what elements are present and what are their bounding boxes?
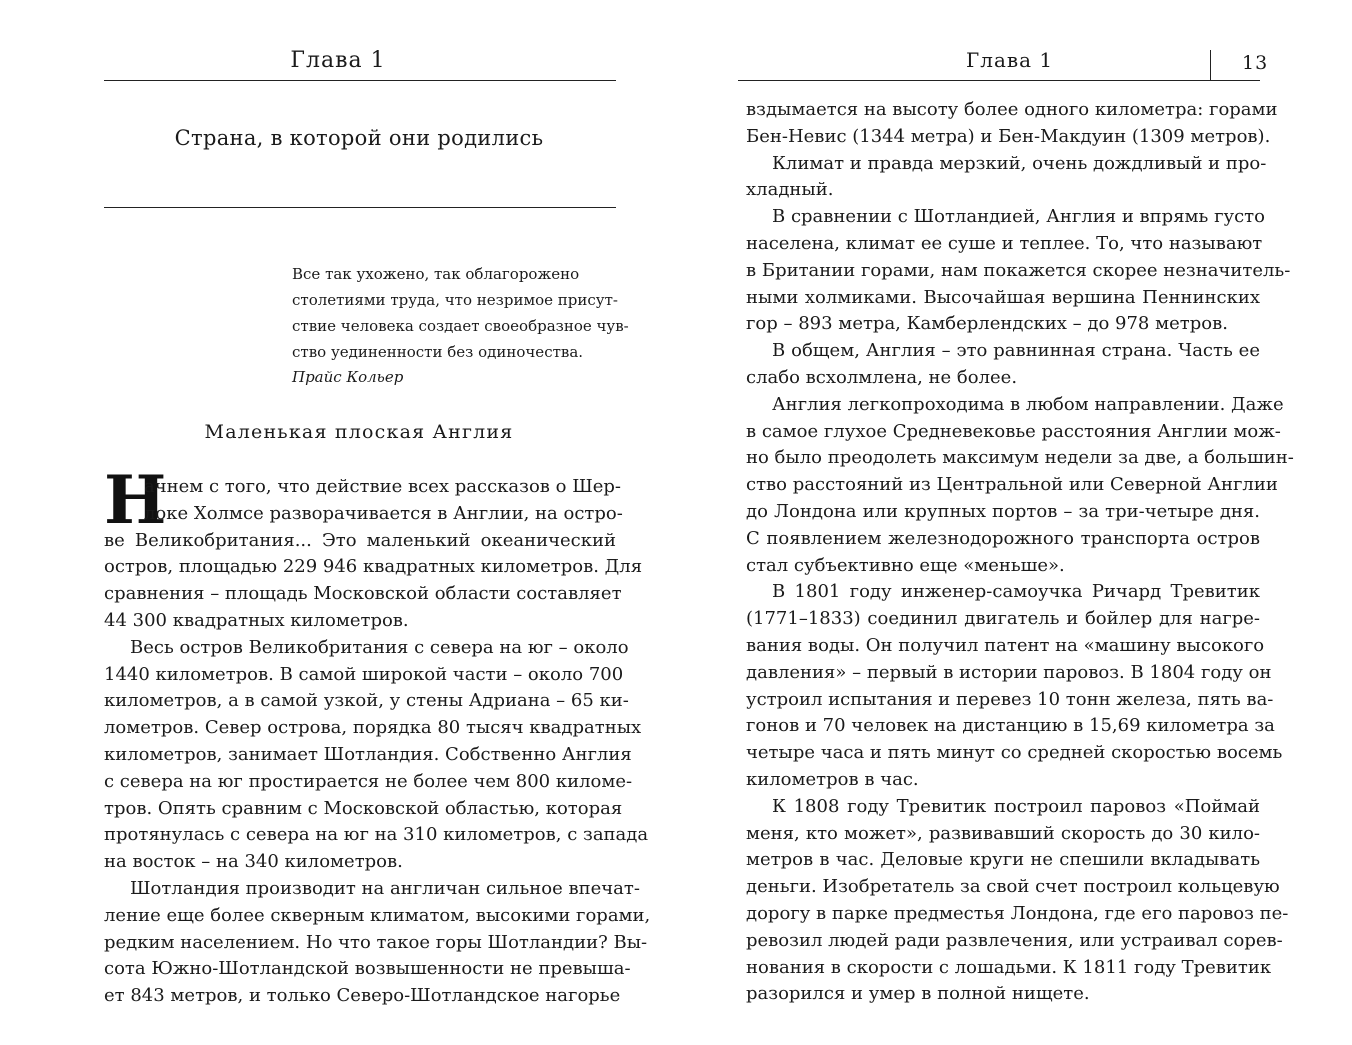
text-line: ление еще более скверным климатом, высокими горами,	[104, 904, 651, 926]
running-head-right: Глава 1	[966, 48, 1054, 72]
text-line: в самое глухое Средневековье расстояния Англии мож-	[746, 420, 1281, 442]
text-line: километров в час.	[746, 768, 919, 790]
text-line: вздымается на высоту более одного километра: горами	[746, 99, 1278, 120]
text-line: ными холмиками. Высочайшая вершина Пеннинских	[746, 286, 1260, 308]
text-line: В 1801 году инженер-самоучка Ричард Тревитик	[772, 581, 1260, 603]
text-line: давления» – первый в истории паровоз. В 1804 году он	[746, 661, 1272, 683]
right-body-text	[746, 97, 1294, 1008]
text-line: в Британии горами, нам покажется скорее незначитель-	[746, 259, 1291, 281]
text-line: сота Южно-Шотландской возвышенности не превыша-	[104, 958, 631, 980]
text-line: меня, кто может», развивавший скорость до 30 кило-	[746, 822, 1260, 844]
text-line: метров в час. Деловые круги не спешили вкладывать	[746, 849, 1260, 871]
text-line: лометров. Север острова, порядка 80 тысяч квадратных	[104, 717, 642, 739]
text-line: но было преодолеть максимум недели за две, а большин-	[746, 447, 1294, 469]
text-line: Климат и правда мерзкий, очень дождливый и про-	[772, 152, 1267, 174]
text-line: Бен-Невис (1344 метра) и Бен-Макдуин (1309 метров).	[746, 125, 1271, 147]
epigraph-line: ствие человека создает своеобразное чув-	[292, 317, 629, 335]
text-line: разорился и умер в полной нищете.	[746, 983, 1090, 1005]
text-line: сравнения – площадь Московской области составляет	[104, 583, 622, 605]
left-body-text	[104, 461, 651, 1010]
text-line: на восток – на 340 километров.	[104, 851, 403, 873]
epigraph	[292, 261, 629, 389]
header-rule-left	[104, 80, 616, 81]
text-line: 44 300 квадратных километров.	[104, 609, 409, 631]
text-line: протянулась с севера на юг на 310 километров, с запада	[104, 824, 649, 846]
text-line: гор – 893 метра, Камберлендских – до 978 метров.	[746, 313, 1228, 335]
text-line: ревозил людей ради развлечения, или устраивал сорев-	[746, 929, 1283, 951]
text-line: В общем, Англия – это равнинная страна. Часть ее	[772, 340, 1260, 362]
epigraph-line: ство уединенности без одиночества.	[292, 343, 584, 361]
text-line: локе Холмсе разворачивается в Англии, на остро-	[144, 502, 623, 524]
text-line: ачнем с того, что действие всех рассказов о Шер-	[144, 476, 622, 497]
text-line: В сравнении с Шотландией, Англия и впрямь густо	[772, 206, 1265, 228]
text-line: населена, климат ее суше и теплее. То, что называют	[746, 232, 1263, 254]
text-line: четыре часа и пять минут со средней скоростью восемь	[746, 742, 1283, 764]
text-line: Англия легкопроходима в любом направлении. Даже	[772, 393, 1284, 415]
epigraph-line: Все так ухожено, так облагорожено	[292, 265, 580, 283]
text-line: километров, а в самой узкой, у стены Адриана – 65 ки-	[104, 690, 629, 712]
text-line: ве Великобритания... Это маленький океанический	[104, 529, 616, 551]
section-title: Маленькая плоская Англия	[204, 421, 514, 443]
epigraph-author: Прайс Кольер	[292, 368, 404, 386]
text-line: С появлением железнодорожного транспорта остров	[746, 527, 1260, 549]
text-line: устроил испытания и перевез 10 тонн железа, пять ва-	[746, 688, 1274, 710]
text-line: хладный.	[746, 179, 834, 201]
chapter-title: Страна, в которой они родились	[174, 126, 544, 150]
text-line: вания воды. Он получил патент на «машину высокого	[746, 634, 1265, 656]
text-line: остров, площадью 229 946 квадратных километров. Для	[104, 556, 643, 578]
epigraph-line: столетиями труда, что незримое присут-	[292, 291, 618, 309]
text-line: ет 843 метров, и только Северо-Шотландское нагорье	[104, 985, 621, 1007]
text-line: нования в скорости с лошадьми. К 1811 году Тревитик	[746, 956, 1272, 978]
text-line: тров. Опять сравним с Московской областью, которая	[104, 797, 623, 819]
text-line: (1771–1833) соединил двигатель и бойлер для нагре-	[746, 608, 1260, 630]
text-line: Весь остров Великобритания с севера на юг – около	[130, 636, 629, 658]
text-line: дорогу в парке предместья Лондона, где его паровоз пе-	[746, 902, 1289, 924]
text-line: Шотландия производит на англичан сильное впечат-	[130, 877, 640, 899]
right-page	[676, 0, 1352, 1045]
text-line: стал субъективно еще «меньше».	[746, 554, 1065, 576]
text-line: деньги. Изобретатель за свой счет построил кольцевую	[746, 876, 1280, 898]
chapter-rule	[104, 207, 616, 208]
text-line: с севера на юг простирается не более чем 800 киломе-	[104, 770, 633, 792]
page-number: 13	[1242, 52, 1269, 74]
text-line: 1440 километров. В самой широкой части – около 700	[104, 663, 624, 685]
text-line: километров, занимает Шотландия. Собственно Англия	[104, 743, 632, 765]
text-line: К 1808 году Тревитик построил паровоз «Поймай	[772, 795, 1260, 817]
page-number-separator	[1210, 50, 1211, 80]
header-rule-right	[738, 80, 1260, 81]
text-line: редким населением. Но что такое горы Шотландии? Вы-	[104, 931, 648, 953]
text-line: слабо всхолмлена, не более.	[746, 366, 1018, 388]
running-head-left: Глава 1	[290, 48, 386, 73]
drop-cap: Н	[104, 461, 167, 539]
text-line: ство расстояний из Центральной или Северной Англии	[746, 474, 1278, 496]
text-line: гонов и 70 человек на дистанцию в 15,69 километра за	[746, 715, 1275, 737]
text-line: до Лондона или крупных портов – за три-четыре дня.	[746, 500, 1260, 522]
